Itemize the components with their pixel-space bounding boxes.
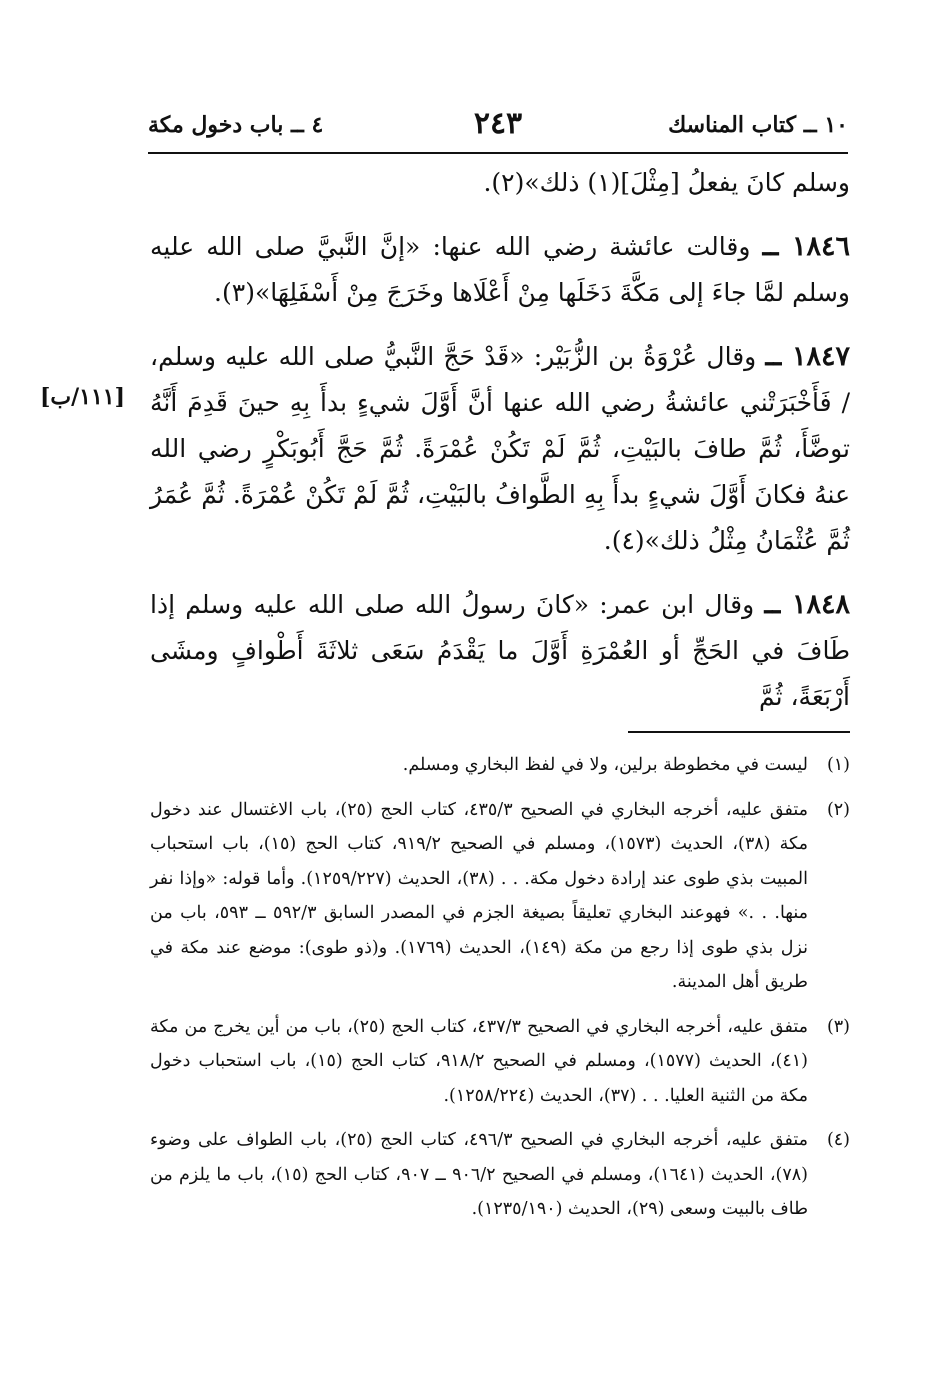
footnote-mark: (٢) bbox=[826, 799, 850, 820]
hadith-number: ١٨٤٦ ــ bbox=[762, 231, 850, 262]
footnote-text: ليست في مخطوطة برلين، ولا في لفظ البخاري ومسلم. bbox=[402, 755, 808, 775]
footnote-text: متفق عليه، أخرجه البخاري في الصحيح ٤٣٥/٣، كتاب الحج (٢٥)، باب الاغتسال عند دخول مكة (٣٨)، الحديث (١٥٧٣)، ومسلم في الصحيح ٩١٩/٢، كتاب الحج (١٥)، باب استحباب المبيت بذي طوى عند إرادة دخول مكة. . . (٣٨)، الحديث (١٢٥٩/٢٢٧). وأما قوله: «وإذا نفر منها. . .» فهوعند البخاري تعليقاً بصيغة الجزم في المصدر السابق ٥٩٢/٣ ــ ٥٩٣، باب من نزل بذي طوى إذا رجع من مكة (١٤٩)، الحديث (١٧٦٩). و(ذو طوى): موضع عند مكة في طريق أهل المدينة. bbox=[150, 799, 809, 992]
hadith-paragraph-1846 bbox=[150, 224, 850, 316]
footnote-mark: (٤) bbox=[826, 1130, 850, 1150]
header-divider bbox=[148, 152, 848, 154]
main-text bbox=[150, 160, 850, 738]
manuscript-folio-ref: [١١١/ب] bbox=[40, 384, 126, 410]
footnote-divider bbox=[628, 731, 850, 733]
footnote-3 bbox=[150, 1010, 850, 1114]
paragraph-text: وسلم كانَ يفعلُ [مِثْلَ](١) ذلك»(٢). bbox=[483, 168, 850, 197]
footnote-mark: (١) bbox=[826, 755, 850, 775]
running-header bbox=[148, 106, 848, 146]
paragraph-text: وقال ابن عمر: «كانَ رسولُ الله صلى الله عليه وسلم إذا طَافَ في الحَجِّ أو العُمْرَةِ أَوَّلَ ما يَقْدَمُ سَعَى ثلاثَةَ أَطْوافٍ ومشَى أَرْبَعَةً، ثُمَّ bbox=[150, 590, 850, 711]
book-title: ١٠ ــ كتاب المناسك bbox=[668, 112, 848, 138]
footnote-2 bbox=[150, 793, 850, 1000]
hadith-number: ١٨٤٧ ــ bbox=[765, 341, 850, 372]
hadith-paragraph-1848 bbox=[150, 582, 850, 720]
paragraph-continuation bbox=[150, 160, 850, 206]
hadith-paragraph-1847 bbox=[150, 334, 850, 564]
footnote-text: متفق عليه، أخرجه البخاري في الصحيح ٤٣٧/٣، كتاب الحج (٢٥)، باب من أين يخرج من مكة (٤١)، الحديث (١٥٧٧)، ومسلم في الصحيح ٩١٨/٢، كتاب الحج (١٥)، باب استحباب دخول مكة من الثنية العليا. . . (٣٧)، الحديث (١٢٥٨/٢٢٤). bbox=[150, 1016, 809, 1106]
footnotes bbox=[150, 748, 850, 1237]
footnote-text: متفق عليه، أخرجه البخاري في الصحيح ٤٩٦/٣، كتاب الحج (٢٥)، باب الطواف على وضوء (٧٨)، الحديث (١٦٤١)، ومسلم في الصحيح ٩٠٦/٢ ــ ٩٠٧، كتاب الحج (١٥)، باب ما يلزم من طاف بالبيت وسعى (٢٩)، الحديث (١٢٣٥/١٩٠). bbox=[150, 1130, 808, 1219]
page-number: ٢٤٣ bbox=[473, 106, 523, 141]
footnote-1 bbox=[150, 748, 850, 783]
footnote-4 bbox=[150, 1123, 850, 1227]
paragraph-text: وقال عُرْوَةُ بن الزُّبَيْر: «قَدْ حَجَّ النَّبيُّ صلى الله عليه وسلم، / فَأَخْبَرَتْني عائشةُ رضي الله عنها أنَّ أَوَّلَ شيءٍ بدأَ بِهِ حينَ قَدِمَ أَنَّهُ توضَّأَ، ثُمَّ طافَ بالبَيْتِ، ثُمَّ لَمْ تَكُنْ عُمْرَةً. ثُمَّ حَجَّ أَبُوبَكْرٍ رضي الله عنهُ فكانَ أَوَّلَ شيءٍ بدأَ بِهِ الطَّوافُ بالبَيْتِ، ثُمَّ لَمْ تَكُنْ عُمْرَةً. ثُمَّ عُمَرُ ثُمَّ عُثْمَانُ مِثْلُ ذلك»(٤). bbox=[150, 342, 850, 555]
chapter-title: ٤ ــ باب دخول مكة bbox=[148, 112, 324, 138]
paragraph-text: وقالت عائشة رضي الله عنها: «إنَّ النَّبيَّ صلى الله عليه وسلم لمَّا جاءَ إلى مَكَّةَ دَخَلَها مِنْ أَعْلَاها وخَرَجَ مِنْ أَسْفَلِهَا»(٣). bbox=[150, 232, 850, 307]
hadith-number: ١٨٤٨ ــ bbox=[764, 589, 850, 620]
footnote-mark: (٣) bbox=[826, 1016, 850, 1037]
